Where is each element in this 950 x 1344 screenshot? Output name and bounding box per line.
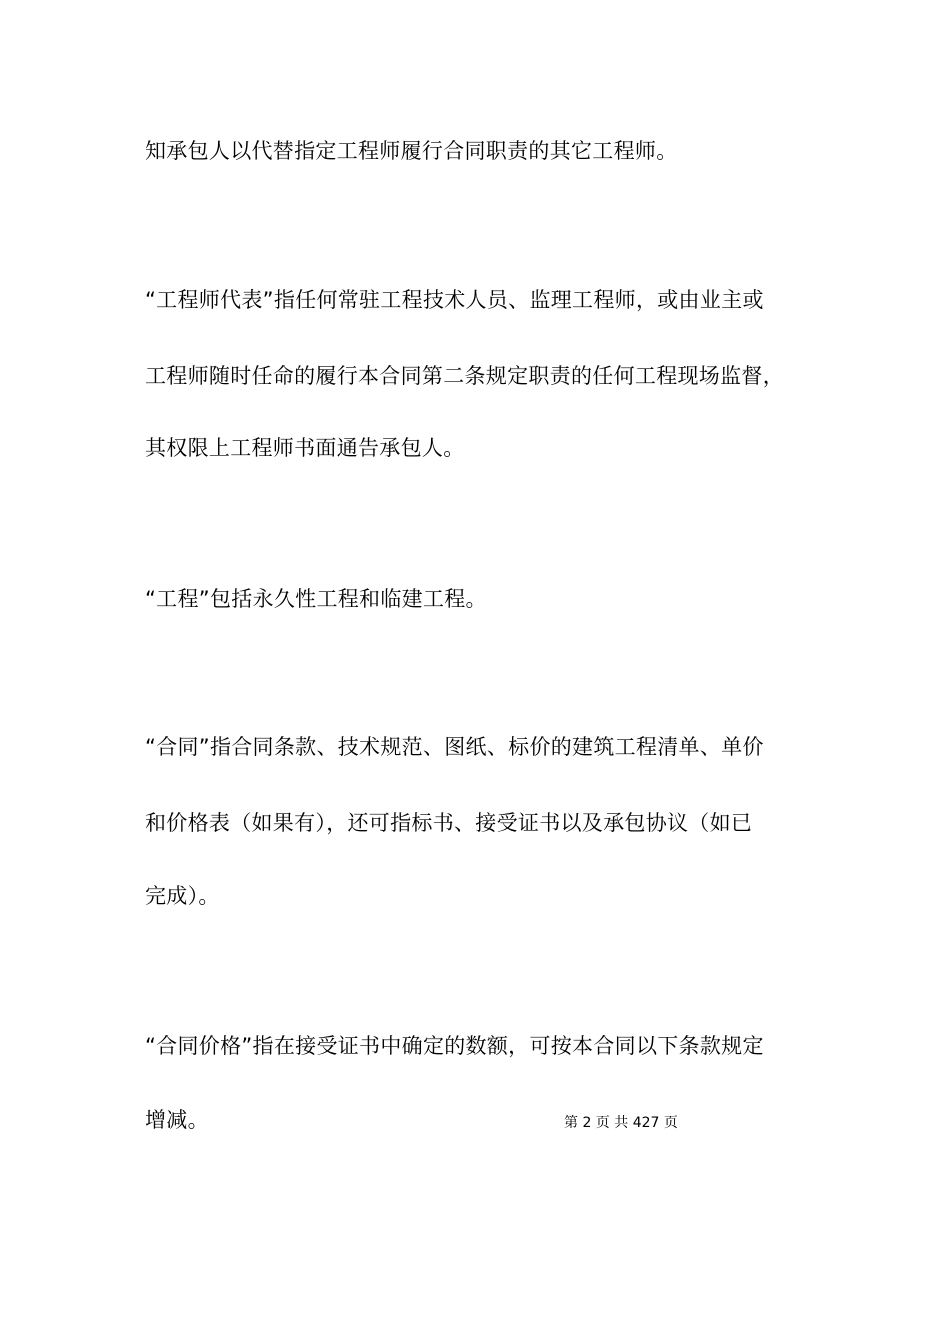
body-text-line: 增减。	[145, 1108, 209, 1132]
body-text-line: 和价格表（如果有），还可指标书、接受证书以及承包协议（如已	[145, 811, 753, 835]
body-text-line: 完成）。	[145, 884, 220, 908]
body-text-line: “合同”指合同条款、技术规范、图纸、标价的建筑工程清单、单价	[145, 735, 764, 759]
body-text-line: 知承包人以代替指定工程师履行合同职责的其它工程师。	[145, 139, 678, 163]
body-text-line: 其权限上工程师书面通告承包人。	[145, 436, 465, 460]
body-text-line: “合同价格”指在接受证书中确定的数额，可按本合同以下条款规定	[145, 1034, 764, 1058]
body-text-line: 工程师随时任命的履行本合同第二条规定职责的任何工程现场监督，	[145, 364, 784, 388]
page-number-footer: 第 2 页 共 427 页	[564, 1115, 678, 1131]
body-text-line: “工程”包括永久性工程和临建工程。	[145, 587, 487, 611]
body-text-line: “工程师代表”指任何常驻工程技术人员、监理工程师，或由业主或	[145, 288, 764, 312]
